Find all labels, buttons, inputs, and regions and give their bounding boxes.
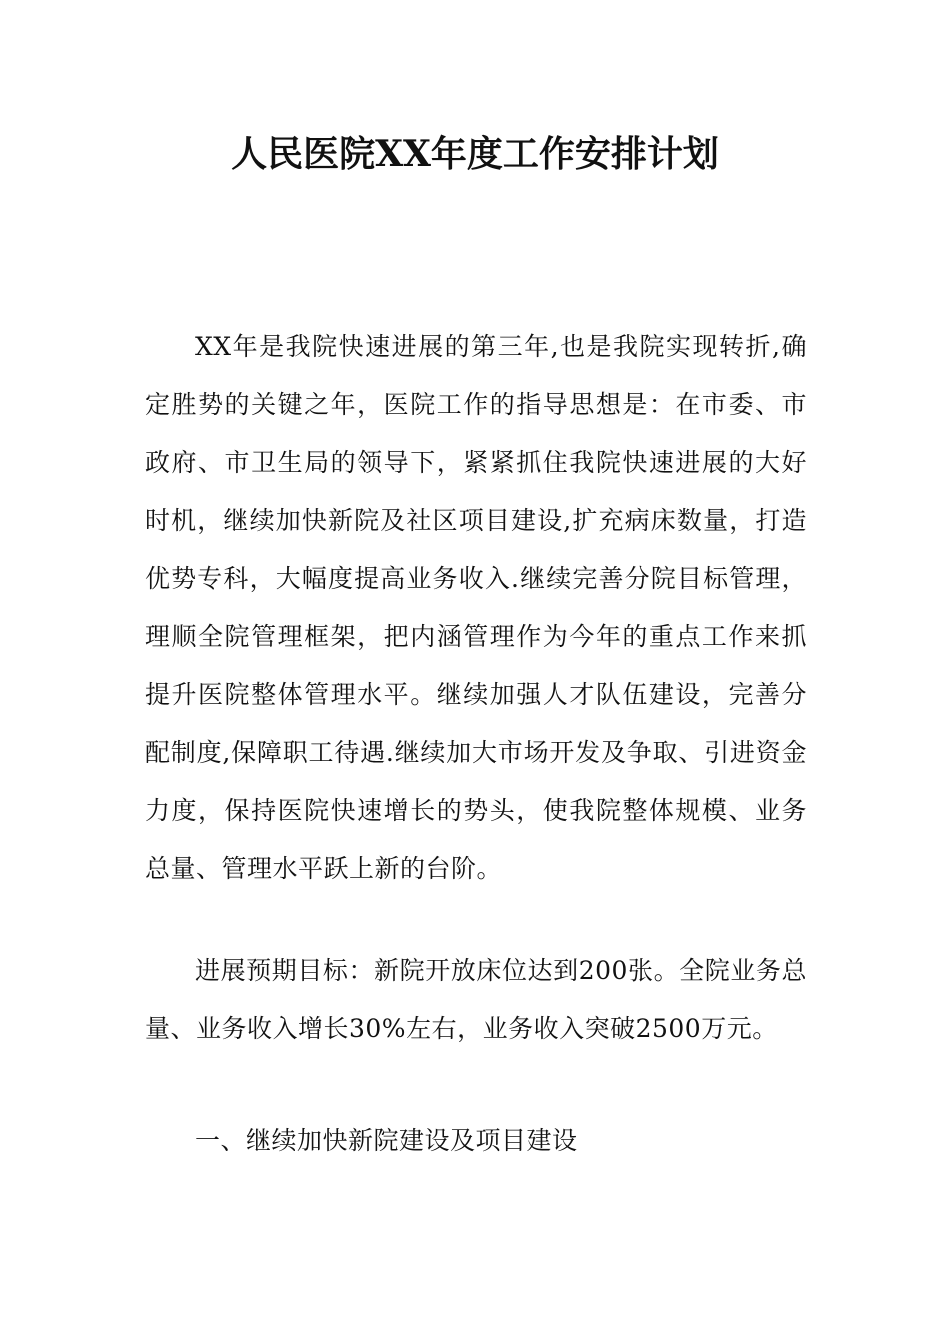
paragraph-guiding-thought: XX年是我院快速进展的第三年,也是我院实现转折,确定胜势的关键之年，医院工作的指导思想是：在市委、市政府、市卫生局的领导下，紧紧抓住我院快速进展的大好时机，继续加快新院及社区项目建设,扩充病床数量，打造优势专科，大幅度提高业务收入.继续完善分院目标管理，理顺全院管理框架，把内涵管理作为今年的重点工作来抓提升医院整体管理水平。继续加强人才队伍建设，完善分配制度,保障职工待遇.继续加大市场开发及争取、引进资金力度，保持医院快速增长的势头，使我院整体规模、业务总量、管理水平跃上新的台阶。 xyxy=(145,332,807,883)
section-heading: 一、继续加快新院建设及项目建设 xyxy=(195,1126,578,1155)
paragraph-expected-goals: 进展预期目标：新院开放床位达到200张。全院业务总量、业务收入增长30%左右，业务收入突破2500万元。 xyxy=(145,956,807,1043)
document-title: 人民医院XX年度工作安排计划 xyxy=(231,133,719,175)
